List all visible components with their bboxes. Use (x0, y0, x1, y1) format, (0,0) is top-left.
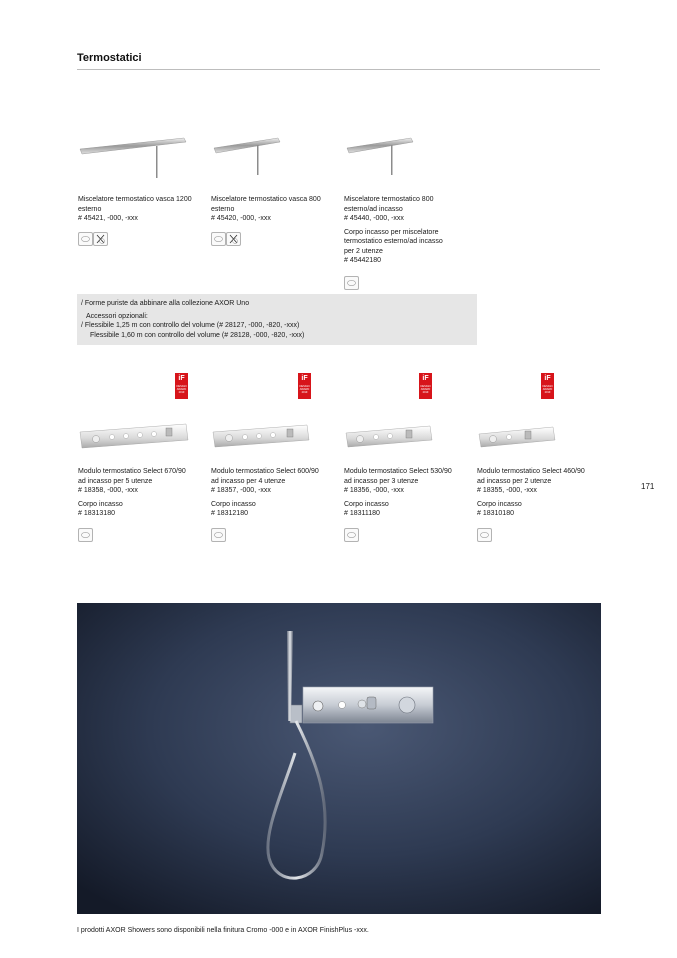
no-shower-icon (93, 232, 108, 246)
note-accessories-heading: Accessori opzionali: (86, 313, 148, 320)
if-award-logo: iF DESIGN AWARD 2019 (175, 373, 188, 399)
product-image-18357 (211, 420, 311, 450)
page-title: Termostatici (77, 52, 142, 64)
product-description-18355 (477, 467, 585, 519)
if-award-logo: iF DESIGN AWARD 2019 (541, 373, 554, 399)
body-code: # 18310180 (477, 510, 514, 517)
product-name: Modulo termostatico Select 670/90 (78, 468, 186, 475)
box-icon (211, 528, 226, 542)
product-description-45420 (211, 195, 321, 224)
body-name: Corpo incasso (78, 500, 123, 508)
body-code: # 18311180 (344, 510, 380, 517)
body-code: # 18313180 (78, 510, 115, 517)
if-award-logo: iF DESIGN AWARD 2019 (419, 373, 432, 399)
product-code: # 18356, -000, -xxx (344, 487, 404, 494)
product-description-45421 (78, 195, 192, 224)
footer-note: I prodotti AXOR Showers sono disponibili nella finitura Cromo -000 e in AXOR FinishPlus -xxx. (77, 927, 369, 934)
no-shower-icon (226, 232, 241, 246)
product-variant: ad incasso per 3 utenze (344, 477, 419, 485)
body-name: Corpo incasso (211, 500, 256, 508)
product-image-18356 (344, 420, 434, 450)
box-icon (344, 276, 359, 290)
note-accessory-1: / Flessibile 1,25 m con controllo del volume (# 28127, -000, -820, -xxx) (81, 322, 300, 329)
product-code: # 18357, -000, -xxx (211, 487, 271, 494)
box-icon (78, 528, 93, 542)
note-line: / Forme puriste da abbinare alla collezione AXOR Uno (81, 300, 250, 307)
product-variant: esterno (211, 205, 235, 213)
product-image-18355 (477, 420, 557, 450)
body-code: # 45442180 (344, 257, 381, 264)
box-icon (477, 528, 492, 542)
product-variant: esterno (78, 205, 102, 213)
body-name: Corpo incasso (344, 500, 389, 508)
title-divider (77, 69, 600, 70)
product-image-45420 (212, 134, 282, 182)
product-name: Miscelatore termostatico vasca 1200 (78, 196, 192, 203)
box-icon (344, 528, 359, 542)
note-accessory-2: Flessibile 1,60 m con controllo del volume (# 28128, -000, -820, -xxx) (90, 332, 305, 339)
product-name: Modulo termostatico Select 530/90 (344, 468, 452, 475)
body-name: Corpo incasso per miscelatore (344, 228, 439, 236)
product-description-18358 (78, 467, 186, 519)
product-variant: ad incasso per 5 utenze (78, 477, 153, 485)
product-code: # 18355, -000, -xxx (477, 487, 537, 494)
product-photo (77, 603, 601, 914)
note-box (77, 294, 477, 345)
page-number: 171 (641, 482, 655, 491)
product-name: Miscelatore termostatico vasca 800 (211, 196, 321, 203)
product-image-18358 (78, 420, 190, 450)
product-code: # 45421, -000, -xxx (78, 215, 138, 222)
body-name: Corpo incasso (477, 500, 522, 508)
product-code: # 45420, -000, -xxx (211, 215, 271, 222)
body-code: # 18312180 (211, 510, 248, 517)
body-variant: per 2 utenze (344, 247, 383, 255)
product-name: Miscelatore termostatico 800 (344, 196, 434, 203)
product-name: Modulo termostatico Select 600/90 (211, 468, 319, 475)
box-icon (78, 232, 93, 246)
product-image-45421 (78, 134, 188, 182)
product-variant: esterno/ad incasso (344, 205, 403, 213)
product-code: # 45440, -000, -xxx (344, 215, 404, 222)
box-icon (211, 232, 226, 246)
product-description-45440 (344, 195, 443, 266)
product-variant: ad incasso per 4 utenze (211, 477, 286, 485)
body-name-cont: termostatico esterno/ad incasso (344, 238, 443, 245)
product-variant: ad incasso per 2 utenze (477, 477, 552, 485)
product-image-45440 (345, 134, 415, 182)
product-description-18356 (344, 467, 452, 519)
product-name: Modulo termostatico Select 460/90 (477, 468, 585, 475)
product-code: # 18358, -000, -xxx (78, 487, 138, 494)
product-description-18357 (211, 467, 319, 519)
if-award-logo: iF DESIGN AWARD 2019 (298, 373, 311, 399)
